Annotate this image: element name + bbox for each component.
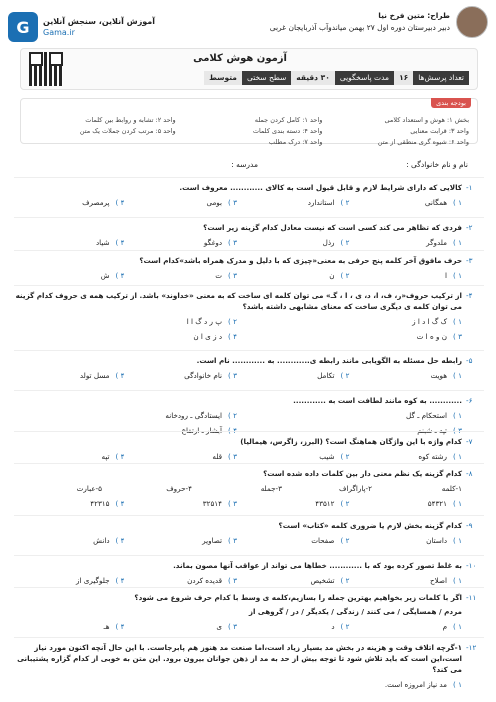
question-item [12,395,482,436]
option-number: ۳ ) [228,499,237,508]
option-text: تپه ـ شبنم [417,426,448,435]
option-number: ۱ ) [453,371,462,380]
option-number: ۳ ) [228,198,237,207]
question-number: ۴- [466,291,473,300]
exam-stat-value: ۱۶ [394,71,413,85]
question-divider [14,217,484,218]
answer-option[interactable] [125,575,238,586]
option-number: ۳ ) [228,576,237,585]
question-divider [14,555,484,556]
question-text: کالایی که دارای شرایط لازم و قابل قبول است به کالای ............ معروف است. [179,183,462,192]
option-number: ۲ ) [228,317,237,326]
question-text: فردی که تظاهر می کند کسی است که نیست معادل کدام گزینه زیر است؟ [203,223,462,232]
question-item [12,642,482,690]
author-school: دبیر دبیرستان دوره اول ۲۷ بهمن میاندوآب آذربایجان غربی [269,23,450,32]
question-item [12,222,482,248]
option-row [12,197,462,208]
option-text: تپه [101,452,110,461]
option-text: آبشار ـ ارتفاع [181,426,223,435]
answer-option[interactable] [12,331,237,342]
option-text: ایستادگی ـ رودخانه [165,411,223,420]
question-number: ۷- [466,437,473,446]
answer-option[interactable] [125,535,238,546]
exam-stat [394,71,469,85]
question-divider [14,587,484,588]
question-number: ۱۰- [466,561,477,570]
budget-item: واحد ۷: درک مطلب [268,138,323,146]
option-text: ۱-کلمه [441,484,462,493]
option-number: ۳ ) [228,622,237,631]
answer-option[interactable] [237,316,462,327]
option-text: ک گ ا د ا ز [412,317,448,326]
budget-item: واحد ۳: قرابت معنایی [410,127,469,135]
option-number: ۲ ) [340,271,350,280]
question-divider [14,431,484,432]
question-text: رابطه حل مسئله به الگویابی مانند رابطه ی............ به ............ نام است. [196,356,462,365]
option-number: ۱ ) [453,576,462,585]
exam-stat-label: سطح سختی [242,71,291,85]
answer-option[interactable] [12,575,125,586]
option-text: اصلاح [430,576,448,585]
answer-option[interactable] [125,498,238,509]
answer-option[interactable] [350,535,463,546]
option-number: ۳ ) [228,271,237,280]
option-number: ۲ ) [228,411,237,420]
answer-option[interactable] [12,621,125,632]
question-divider [14,515,484,516]
question-divider [14,637,484,638]
question-item [12,436,482,462]
question-extra: مردم / همسایگی / می کنند / زندگی / یکدیگر / در / گروهی از [248,607,462,616]
answer-option[interactable] [237,498,350,509]
answer-option[interactable] [282,483,372,494]
option-text: م [442,622,448,631]
question-item [12,290,482,342]
budget-item: واحد ۶: شیوه گری منطقی از متن [377,138,469,146]
question-text: اگر با کلمات زیر بخواهیم بهترین جمله را بسازیم،کلمه ی وسط با کدام حرف شروع می شود؟ [134,593,462,602]
budget-item: واحد ۵: مرتب کردن جملات یک متن [79,127,176,135]
question-divider [14,177,484,178]
gama-logo: G [8,12,38,42]
option-text: داستان [426,536,448,545]
answer-option[interactable] [12,498,125,509]
option-number: ۱ ) [453,317,462,326]
answer-option[interactable] [237,197,350,208]
option-number: ۴ ) [115,452,125,461]
answer-option[interactable] [192,483,282,494]
option-number: ۴ ) [115,371,125,380]
question-number: ۹- [466,521,473,530]
answer-option[interactable] [125,270,238,281]
option-number: ۱ ) [453,680,462,689]
option-number: ۳ ) [453,332,462,341]
author-name: طراح: متین فرخ نیا [378,11,450,20]
question-number: ۵- [466,356,473,365]
option-text: قدیده کردن [187,576,223,585]
option-number: ۴ ) [228,426,237,435]
answer-option[interactable] [350,575,463,586]
answer-option[interactable] [12,270,125,281]
budget-box [20,98,478,144]
answer-option[interactable] [12,451,125,462]
option-text: ا [445,271,448,280]
answer-option[interactable] [350,370,463,381]
option-text: ۲-پاراگراف [339,484,372,493]
budget-list [29,116,469,146]
option-text: قله [212,452,223,461]
option-row [12,679,462,690]
option-number: ۳ ) [453,426,462,435]
answer-option[interactable] [125,197,238,208]
option-text: استحکام ـ گل [406,411,448,420]
option-text: استاندارد [307,198,335,207]
question-item [12,592,482,632]
question-text: از ترکیب حروف«ر، ف، ا، د، ی ، ا ، گـ» می توان کلمه ای ساخت که به معنی «خداوند» باشد. از ترکیب همه ی حروف کدام گزینه می توان کلمه ی دیگری ساخت که معنای مشابهی داشته باشد؟ [15,291,462,311]
answer-option[interactable] [350,197,463,208]
answer-option[interactable] [350,237,463,248]
question-text: حرف مافوق آخر کلمه پنج حرفی به معنی«چیزی که با دلیل و مدرک همراه باشد»کدام است؟ [139,256,462,265]
option-text: شیب [319,452,335,461]
answer-option[interactable] [237,237,350,248]
option-number: ۳ ) [228,238,237,247]
question-item [12,520,482,546]
option-number: ۴ ) [115,238,125,247]
option-number: ۴ ) [115,198,125,207]
option-text: نام خانوادگی [184,371,223,380]
option-text: بومی [206,198,223,207]
question-text: کدام گزینه یک نظم معنی دار بین کلمات داده شده است؟ [263,469,462,478]
answer-option[interactable] [12,237,125,248]
exam-stat-value: ۳۰ دقیقه [291,71,335,85]
option-text: جلوگیری از [76,576,110,585]
answer-option[interactable] [350,451,463,462]
budget-item: واحد ۴: دسته بندی کلمات [252,127,323,135]
option-number: ۱ ) [453,499,462,508]
option-number: ۲ ) [340,499,350,508]
answer-option[interactable] [237,535,350,546]
site-tagline: آموزش آنلاین، سنجش آنلاین [43,17,156,26]
option-text: پرمصرف [82,198,110,207]
author-block [270,6,488,38]
answer-option[interactable] [350,270,463,281]
budget-item: بخش ۱: هوش و استعداد کلامی [384,116,469,124]
option-text: تشخیص [310,576,335,585]
option-text: مسل تولد [79,371,110,380]
exam-card [20,48,478,90]
option-row [12,621,462,632]
option-row [12,331,462,342]
answer-option[interactable] [12,410,237,421]
exam-stat [291,71,394,85]
page-header [0,0,496,48]
option-row [12,237,462,248]
question-divider [14,250,484,251]
question-number: ۱۲- [466,643,477,652]
option-number: ۱ ) [453,622,462,631]
option-number: ۱ ) [453,411,462,420]
option-text: تصاویر [202,536,223,545]
option-row [12,498,462,509]
question-item [12,468,482,509]
option-text: ۳-جمله [260,484,282,493]
question-item [12,255,482,281]
option-number: ۱ ) [453,238,462,247]
author-avatar [456,6,488,38]
answer-option[interactable] [237,410,462,421]
answer-option[interactable] [237,621,350,632]
answer-option[interactable] [12,316,237,327]
answer-option[interactable] [237,575,350,586]
option-text: ت [215,271,223,280]
question-number: ۲- [466,223,473,232]
question-number: ۸- [466,469,473,478]
question-number: ۶- [466,396,473,405]
option-text: ملدوگر [426,238,448,247]
option-number: ۴ ) [115,271,125,280]
option-text: ن [329,271,335,280]
exam-title: آزمون هوش کلامی [193,53,287,64]
option-row [12,410,462,421]
option-number: ۳ ) [228,371,237,380]
budget-tag: بودجه بندی [431,98,471,108]
option-number: ۲ ) [340,371,350,380]
option-text: د ز ی ا ن [193,332,223,341]
answer-option[interactable] [350,621,463,632]
option-number: ۴ ) [115,536,125,545]
site-domain: Gama.ir [43,28,75,37]
option-row [12,316,462,327]
option-text: پ ر د گ ا ا [186,317,223,326]
question-divider [14,350,484,351]
exam-stat [204,71,291,85]
option-text: دوغگو [203,238,223,247]
exam-stats [204,71,469,85]
option-number: ۲ ) [340,198,350,207]
question-divider [14,390,484,391]
answer-option[interactable] [12,483,102,494]
option-text: صفحات [311,536,335,545]
option-number: ۱ ) [453,452,462,461]
option-number: ۳ ) [228,452,237,461]
option-text: رذل [322,238,335,247]
option-row [12,575,462,586]
option-number: ۲ ) [340,576,350,585]
option-text: ۴-حروف [166,484,192,493]
option-text: دانش [93,536,110,545]
question-item [12,182,482,208]
option-text: مد نیاز امروزه است. [384,680,448,689]
option-text: هـ [103,622,110,631]
question-number: ۱۱- [466,593,477,602]
option-number: ۴ ) [228,332,237,341]
option-row [12,483,462,494]
option-number: ۲ ) [340,536,350,545]
option-text: ۴۲۳۱۵ [90,499,110,508]
option-text: همگانی [424,198,448,207]
option-row [12,451,462,462]
answer-option[interactable] [125,451,238,462]
answer-option[interactable] [125,370,238,381]
site-brand[interactable] [8,12,155,42]
answer-option[interactable] [237,370,350,381]
student-info-row [28,160,468,169]
option-text: شیاد [95,238,110,247]
option-text: ی [216,622,223,631]
option-number: ۱ ) [453,198,462,207]
option-text: ۴۳۵۱۲ [315,499,335,508]
answer-option[interactable] [125,621,238,632]
question-item [12,355,482,381]
option-number: ۴ ) [115,499,125,508]
question-text: به غلط تصور کرده بود که با ............ خطاها می تواند از عواقب آنها مصون بماند. [173,561,462,570]
option-text: ش [100,271,110,280]
answer-option[interactable] [102,483,192,494]
qr-code-icon [29,52,63,86]
answer-option[interactable] [12,197,125,208]
option-text: د [331,622,335,631]
option-number: ۴ ) [115,576,125,585]
option-number: ۱ ) [453,536,462,545]
option-number: ۱ ) [453,271,462,280]
answer-option[interactable] [12,370,125,381]
exam-stat-value: متوسط [204,71,242,85]
option-number: ۳ ) [228,536,237,545]
budget-item: واحد ۲: تشابه و روابط بین کلمات [85,116,176,124]
question-divider [14,285,484,286]
exam-stat-label: تعداد پرسش‌ها [413,71,469,85]
question-text: ۱-گرچه اتلاف وقت و هزینه در بخش مد بسیار زیاد است،اما صنعت مد هنوز هم پابرجاست. با این حال آنچه اکنون مورد نیاز است،این است که باید تلاش شود تا توجه بیش از حد به مد از ذهن جوانان بیرون برود. این متن به خوبی از کدام گزاره پشتیبانی می کند؟ [17,643,462,674]
answer-option[interactable] [237,451,350,462]
answer-option[interactable] [125,237,238,248]
option-number: ۲ ) [340,452,350,461]
answer-option[interactable] [12,679,462,690]
question-text: کدام واژه با این واژگان هماهنگ است؟ (البرز، زاگرس، هیمالیا) [240,437,462,446]
question-text: کدام گزینه بخش لازم یا ضروری کلمه «کتاب» است؟ [278,521,462,530]
budget-item: واحد ۱: کامل کردن جمله [254,116,323,124]
answer-option[interactable] [12,535,125,546]
answer-option[interactable] [372,483,462,494]
school-label: مدرسه : [231,160,258,169]
question-text: ............ به کوه مانند لطافت است به ............ [293,396,462,405]
question-item [12,560,482,586]
question-number: ۱- [466,183,473,192]
option-text: ۵۴۳۲۱ [427,499,448,508]
option-text: تکامل [317,371,335,380]
option-text: ۵-عبارت [76,484,102,493]
option-text: ن و ه ا ت [416,332,448,341]
option-row [12,270,462,281]
option-text: ۳۲۵۱۴ [202,499,223,508]
question-number: ۳- [466,256,473,265]
option-number: ۴ ) [115,622,125,631]
student-name-label: نام و نام خانوادگی : [406,160,468,169]
answer-option[interactable] [350,498,463,509]
answer-option[interactable] [237,270,350,281]
question-divider [14,463,484,464]
option-text: رشته کوه [418,452,448,461]
option-row [12,370,462,381]
option-row [12,535,462,546]
exam-stat-label: مدت پاسخگویی [335,71,394,85]
option-number: ۲ ) [340,238,350,247]
option-text: هویت [430,371,448,380]
option-number: ۲ ) [340,622,350,631]
answer-option[interactable] [237,331,462,342]
